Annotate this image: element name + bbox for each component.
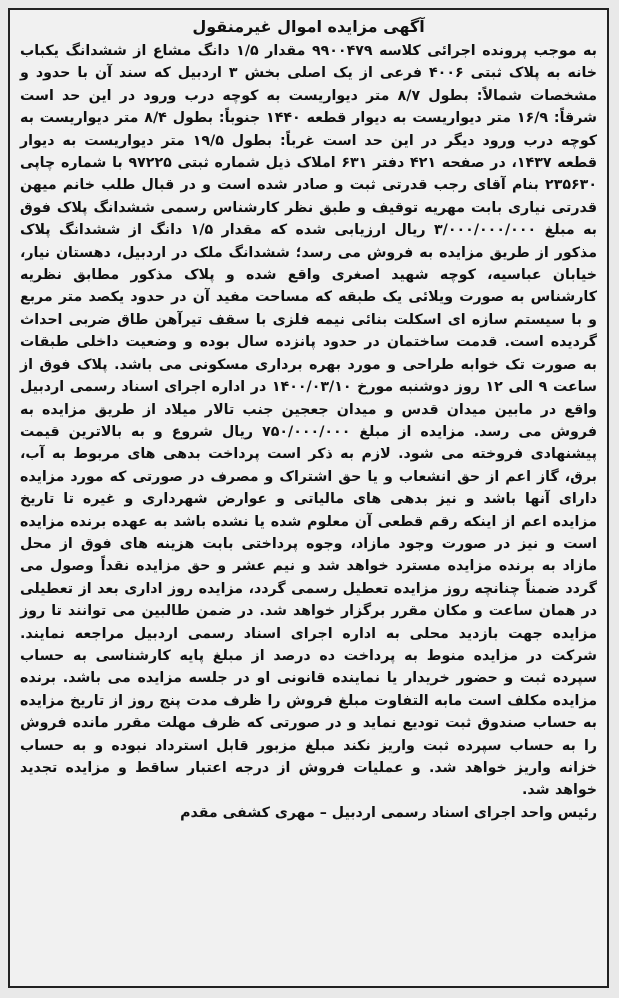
notice-body: به موجب پرونده اجرائی کلاسه ۹۹۰۰۴۷۹ مقدار ۱/۵ دانگ مشاع از ششدانگ یکباب خانه به پلاک ثبتی ۴۰۰۶ فرعی از یک اصلی بخش ۳ اردبیل که سند آن با حدود و مشخصات شمالاً: بطول ۸/۷ متر دیواریست به کوچه درب ورود در این حد است شرقاً: ۱۶/۹ متر دیواریست به دیوار قطعه ۱۴۴۰ جنوباً: بطول ۸/۴ متر دیواریست به کوچه درب ورود دیگر در این حد است غرباً: بطول ۱۹/۵ متر دیواریست به دیوار قطعه ۱۴۳۷، در صفحه ۴۲۱ دفتر ۶۳۱ املاک ذیل شماره ثبتی ۹۷۲۲۵ با شماره چاپی ۲۳۵۶۳۰ بنام آقای رجب قدرتی ثبت و صادر شده است و در قبال طلب خانم میهن قدرتی نیاری بابت مهریه توقیف و طبق نظر کارشناس رسمی ششدانگ پلاک فوق به مبلغ ۳/۰۰۰/۰۰۰/۰۰۰ ریال ارزیابی شده که مقدار ۱/۵ دانگ از ششدانگ پلاک مذکور از طریق مزایده به فروش می رسد؛ ششدانگ ملک در اردبیل، دهستان نیار، خیابان عباسیه، کوچه شهید اصغری واقع شده و پلاک مذکور مطابق نظریه کارشناس به صورت ویلائی یک طبقه که مساحت مفید آن در حدود یکصد متر مربع و با سیستم سازه ای اسکلت بنائی نیمه فلزی با سقف تیرآهن طاق ضربی احداث گردیده است. قدمت ساختمان در حدود پانزده سال بوده و وضعیت داخلی طبقات به صورت تک خوابه طراحی و مورد بهره برداری مسکونی می باشد. پلاک فوق از ساعت ۹ الی ۱۲ روز دوشنبه مورخ ۱۴۰۰/۰۳/۱۰ در اداره اجرای اسناد رسمی اردبیل واقع در مابین میدان قدس و میدان جعجین جنب تالار میلاد از طریق مزایده به فروش می رسد. مزایده از مبلغ ۷۵۰/۰۰۰/۰۰۰ ریال شروع و به بالاترین قیمت پیشنهادی فروخته می شود. لازم به ذکر است پرداخت بدهی های مربوط به آب، برق، گاز اعم از حق انشعاب و یا حق اشتراک و مصرف در صورتی که مورد مزایده دارای آنها باشد و نیز بدهی های مالیاتی و عوارض شهرداری و غیره تا تاریخ مزایده اعم از اینکه رقم قطعی آن معلوم شده یا نشده باشد به عهده برنده مزایده است و نیز در صورت وجود مازاد، وجوه پرداختی بابت هزینه های فوق از محل مازاد به برنده مزایده مسترد خواهد شد و نیم عشر و حق مزایده نقداً وصول می گردد ضمناً چنانچه روز مزایده تعطیل رسمی گردد، مزایده روز اداری بعد از تعطیلی در همان ساعت و مکان مقرر برگزار خواهد شد. در ضمن طالبین می توانند تا روز مزایده جهت بازدید محلی به اداره اجرای اسناد رسمی اردبیل مراجعه نمایند. شرکت در مزایده منوط به پرداخت ده درصد از مبلغ پایه کارشناسی به حساب سپرده ثبت و حضور خریدار یا نماینده قانونی او در جلسه مزایده می باشد. برنده مزایده مکلف است مابه التفاوت مبلغ فروش را ظرف مدت پنج روز از تاریخ مزایده به حساب صندوق ثبت تودیع نماید و در صورتی که ظرف مهلت مقرر مانده فروش را به حساب سپرده ثبت واریز نکند مبلغ مزبور قابل استرداد نبوده و به حساب خزانه واریز خواهد شد. و عملیات فروش از درجه اعتبار ساقط و مزایده تجدید خواهد شد. bbox=[20, 43, 597, 799]
notice-title: آگهی مزایده اموال غیرمنقول bbox=[192, 17, 425, 36]
auction-notice bbox=[8, 8, 609, 988]
notice-signature: رئیس واحد اجرای اسناد رسمی اردبیل – مهری کشفی مقدم bbox=[180, 804, 597, 821]
